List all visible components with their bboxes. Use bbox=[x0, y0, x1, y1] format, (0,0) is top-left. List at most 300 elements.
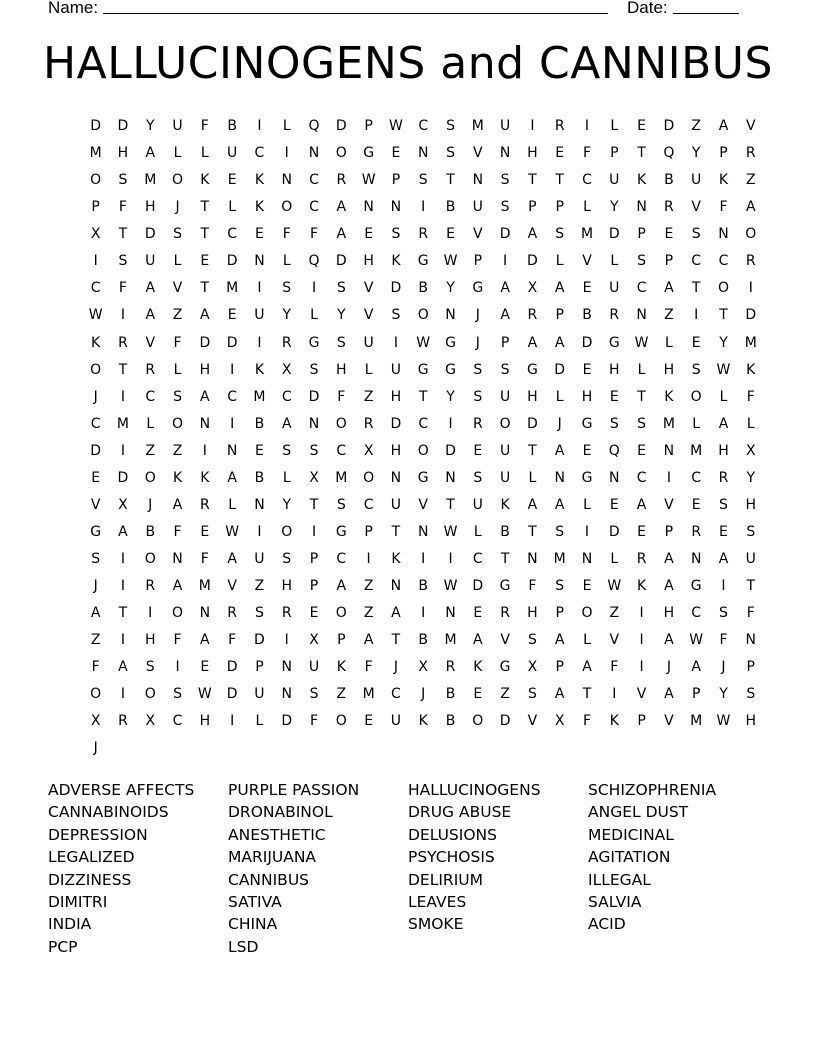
grid-letter: X bbox=[309, 632, 319, 649]
grid-letter: I bbox=[421, 605, 426, 622]
grid-letter: B bbox=[500, 523, 510, 540]
grid-letter: Y bbox=[746, 469, 756, 486]
grid-letter: O bbox=[144, 551, 156, 567]
grid-letter: N bbox=[199, 605, 211, 622]
grid-letter: C bbox=[281, 388, 292, 405]
grid-letter: J bbox=[557, 415, 562, 432]
grid-letter: N bbox=[199, 415, 211, 432]
grid-letter: B bbox=[227, 118, 237, 134]
grid-letter: V bbox=[691, 199, 701, 216]
grid-letter: G bbox=[417, 253, 429, 270]
grid-letter: F bbox=[528, 578, 537, 595]
grid-letter: M bbox=[253, 388, 266, 405]
grid-letter: I bbox=[257, 334, 262, 351]
grid-letter: H bbox=[390, 388, 402, 405]
grid-letter: B bbox=[445, 686, 456, 703]
grid-letter: O bbox=[90, 361, 102, 378]
grid-letter: O bbox=[472, 713, 484, 730]
grid-letter: L bbox=[610, 253, 619, 270]
grid-letter: E bbox=[719, 523, 728, 540]
grid-letter: S bbox=[500, 199, 510, 216]
grid-letter: T bbox=[200, 199, 210, 216]
grid-letter: I bbox=[393, 334, 398, 351]
grid-letter: I bbox=[120, 632, 126, 649]
grid-letter: I bbox=[202, 442, 207, 459]
grid-letter: N bbox=[581, 551, 593, 567]
word-list-item: MEDICINAL bbox=[588, 825, 674, 844]
grid-letter: U bbox=[390, 496, 402, 513]
grid-letter: S bbox=[446, 145, 455, 162]
grid-letter: O bbox=[172, 415, 184, 432]
grid-letter: C bbox=[691, 605, 702, 622]
grid-letter: A bbox=[745, 199, 756, 216]
grid-letter: D bbox=[745, 307, 757, 324]
grid-letter: D bbox=[527, 253, 538, 270]
grid-letter: Z bbox=[691, 118, 701, 134]
grid-letter: F bbox=[364, 659, 373, 676]
word-list-item: DEPRESSION bbox=[48, 825, 148, 844]
word-list bbox=[48, 779, 768, 958]
word-list-item: DIZZINESS bbox=[48, 870, 132, 889]
grid-letter: L bbox=[282, 118, 291, 134]
grid-letter: N bbox=[281, 686, 292, 703]
grid-letter: T bbox=[746, 578, 756, 595]
grid-letter: I bbox=[257, 523, 262, 540]
grid-letter: P bbox=[391, 172, 401, 189]
grid-letter: O bbox=[335, 713, 347, 730]
grid-letter: S bbox=[500, 361, 510, 378]
grid-letter: W bbox=[689, 632, 704, 649]
grid-letter: T bbox=[528, 442, 537, 459]
grid-letter: L bbox=[173, 361, 182, 378]
grid-letter: A bbox=[227, 551, 237, 567]
grid-letter: U bbox=[499, 118, 511, 134]
grid-letter: I bbox=[311, 523, 317, 540]
grid-letter: W bbox=[225, 523, 240, 540]
word-list-item: CANNABINOIDS bbox=[48, 803, 169, 822]
grid-letter: E bbox=[473, 442, 483, 459]
grid-letter: E bbox=[582, 578, 592, 595]
grid-letter: N bbox=[445, 307, 456, 324]
grid-letter: U bbox=[499, 469, 511, 486]
grid-letter: P bbox=[500, 334, 510, 351]
grid-letter: K bbox=[200, 172, 210, 189]
grid-letter: F bbox=[173, 523, 182, 540]
word-list-item: LEGALIZED bbox=[48, 848, 135, 867]
grid-letter: S bbox=[336, 334, 346, 351]
grid-letter: W bbox=[88, 307, 103, 324]
word-list-item: SALVIA bbox=[588, 892, 642, 911]
grid-letter: E bbox=[255, 226, 264, 243]
grid-letter: K bbox=[200, 469, 210, 486]
grid-letter: K bbox=[746, 361, 756, 378]
word-list-item: SCHIZOPHRENIA bbox=[588, 781, 717, 799]
grid-letter: D bbox=[335, 118, 347, 134]
grid-letter: X bbox=[145, 713, 156, 730]
grid-letter: R bbox=[609, 307, 620, 324]
grid-letter: G bbox=[363, 145, 375, 162]
grid-letter: A bbox=[527, 334, 538, 351]
grid-letter: L bbox=[637, 361, 646, 378]
grid-letter: S bbox=[527, 632, 537, 649]
grid-letter: N bbox=[445, 469, 456, 486]
grid-letter: S bbox=[473, 469, 483, 486]
grid-letter: R bbox=[145, 578, 156, 595]
grid-letter: P bbox=[664, 523, 674, 540]
grid-letter: L bbox=[692, 415, 701, 432]
grid-letter: L bbox=[255, 713, 264, 730]
grid-letter: U bbox=[609, 172, 620, 189]
word-list-item: DRUG ABUSE bbox=[408, 803, 512, 822]
grid-letter: T bbox=[391, 632, 401, 649]
grid-letter: I bbox=[120, 307, 126, 324]
grid-letter: D bbox=[554, 361, 566, 378]
grid-letter: I bbox=[530, 118, 535, 134]
grid-letter: U bbox=[691, 172, 702, 189]
grid-letter: K bbox=[718, 172, 729, 189]
grid-letter: S bbox=[309, 361, 319, 378]
grid-letter: P bbox=[746, 659, 755, 676]
grid-letter: L bbox=[528, 469, 537, 486]
grid-letter: U bbox=[390, 713, 402, 730]
grid-letter: D bbox=[663, 118, 675, 134]
grid-letter: P bbox=[337, 632, 346, 649]
grid-letter: D bbox=[390, 415, 402, 432]
grid-letter: H bbox=[663, 605, 675, 622]
grid-letter: L bbox=[173, 145, 182, 162]
grid-letter: T bbox=[637, 145, 646, 162]
grid-letter: C bbox=[145, 388, 156, 405]
grid-letter: M bbox=[226, 280, 239, 297]
grid-letter: X bbox=[309, 469, 319, 486]
grid-letter: K bbox=[636, 172, 647, 189]
grid-letter: A bbox=[718, 551, 729, 567]
grid-letter: X bbox=[527, 280, 538, 297]
grid-letter: V bbox=[664, 496, 674, 513]
grid-letter: A bbox=[664, 632, 674, 649]
grid-letter: I bbox=[230, 415, 235, 432]
grid-letter: T bbox=[118, 226, 128, 243]
grid-letter: N bbox=[527, 551, 538, 567]
grid-letter: C bbox=[391, 686, 401, 703]
word-list-item: SATIVA bbox=[228, 892, 282, 911]
grid-letter: D bbox=[608, 226, 620, 243]
grid-letter: E bbox=[446, 226, 455, 243]
grid-letter: V bbox=[500, 632, 510, 649]
grid-letter: D bbox=[117, 469, 129, 486]
grid-letter: S bbox=[446, 118, 455, 134]
grid-letter: X bbox=[90, 226, 101, 243]
grid-letter: F bbox=[582, 145, 592, 162]
grid-letter: U bbox=[745, 551, 756, 567]
grid-letter: U bbox=[363, 334, 374, 351]
grid-letter: I bbox=[230, 713, 235, 730]
grid-letter: E bbox=[309, 605, 319, 622]
grid-letter: G bbox=[690, 578, 702, 595]
grid-letter: D bbox=[117, 118, 129, 134]
grid-letter: P bbox=[364, 118, 373, 134]
grid-letter: V bbox=[227, 578, 237, 595]
grid-letter: N bbox=[417, 523, 429, 540]
grid-letter: M bbox=[362, 686, 375, 703]
grid-letter: V bbox=[664, 713, 674, 730]
grid-letter: A bbox=[200, 632, 210, 649]
grid-letter: R bbox=[554, 118, 565, 134]
name-label: Name: bbox=[48, 0, 99, 17]
grid-letter: A bbox=[554, 280, 565, 297]
grid-letter: R bbox=[691, 523, 702, 540]
grid-letter: A bbox=[636, 496, 647, 513]
grid-letter: A bbox=[200, 388, 210, 405]
grid-letter: P bbox=[637, 226, 646, 243]
grid-letter: Z bbox=[172, 307, 183, 324]
grid-letter: I bbox=[448, 551, 453, 567]
grid-letter: R bbox=[227, 605, 237, 622]
grid-letter: L bbox=[746, 415, 755, 432]
grid-letter: O bbox=[172, 172, 184, 189]
grid-letter: C bbox=[363, 496, 374, 513]
grid-letter: I bbox=[120, 442, 126, 459]
grid-letter: O bbox=[499, 415, 511, 432]
grid-letter: A bbox=[527, 226, 538, 243]
grid-letter: A bbox=[90, 605, 101, 622]
grid-letter: U bbox=[499, 388, 511, 405]
grid-letter: J bbox=[475, 334, 480, 351]
grid-letter: V bbox=[363, 280, 374, 297]
grid-letter: F bbox=[173, 334, 182, 351]
grid-letter: A bbox=[718, 118, 729, 134]
grid-letter: E bbox=[391, 145, 401, 162]
grid-letter: M bbox=[198, 578, 211, 595]
grid-letter: H bbox=[117, 145, 129, 162]
grid-letter: D bbox=[499, 713, 511, 730]
grid-letter: N bbox=[554, 469, 565, 486]
grid-letter: J bbox=[475, 307, 480, 324]
grid-letter: C bbox=[691, 253, 702, 270]
grid-letter: E bbox=[255, 442, 264, 459]
word-list-item: INDIA bbox=[48, 915, 92, 934]
grid-letter: P bbox=[637, 713, 646, 730]
grid-letter: H bbox=[609, 361, 620, 378]
grid-letter: F bbox=[337, 388, 346, 405]
grid-letter: Z bbox=[500, 686, 510, 703]
grid-letter: A bbox=[691, 659, 701, 676]
grid-letter: N bbox=[390, 469, 402, 486]
grid-letter: T bbox=[691, 280, 701, 297]
grid-letter: P bbox=[91, 199, 100, 216]
grid-letter: P bbox=[719, 145, 728, 162]
word-list-item: LEAVES bbox=[408, 892, 467, 911]
grid-letter: E bbox=[637, 442, 647, 459]
grid-letter: R bbox=[336, 172, 347, 189]
grid-letter: O bbox=[90, 686, 102, 703]
grid-letter: C bbox=[309, 172, 319, 189]
grid-letter: H bbox=[718, 442, 729, 459]
grid-letter: S bbox=[691, 226, 701, 243]
grid-letter: G bbox=[417, 469, 429, 486]
grid-letter: J bbox=[666, 659, 671, 676]
grid-letter: O bbox=[745, 226, 757, 243]
grid-letter: S bbox=[637, 253, 647, 270]
grid-letter: R bbox=[718, 469, 729, 486]
grid-letter: G bbox=[335, 523, 347, 540]
grid-letter: A bbox=[336, 226, 347, 243]
grid-letter: A bbox=[554, 496, 565, 513]
grid-letter: R bbox=[281, 334, 292, 351]
grid-letter: C bbox=[472, 551, 483, 567]
grid-letter: C bbox=[227, 226, 238, 243]
word-list-item: PSYCHOSIS bbox=[408, 848, 495, 867]
grid-letter: A bbox=[473, 632, 483, 649]
grid-letter: N bbox=[417, 145, 429, 162]
grid-letter: S bbox=[719, 605, 728, 622]
grid-letter: B bbox=[418, 280, 429, 297]
grid-letter: E bbox=[555, 145, 565, 162]
grid-letter: D bbox=[90, 442, 102, 459]
grid-letter: S bbox=[555, 226, 565, 243]
grid-letter: J bbox=[175, 199, 180, 216]
grid-letter: Z bbox=[609, 605, 620, 622]
grid-letter: I bbox=[421, 199, 426, 216]
grid-letter: L bbox=[228, 199, 237, 216]
grid-letter: B bbox=[418, 632, 429, 649]
grid-letter: G bbox=[499, 578, 511, 595]
grid-letter: T bbox=[719, 307, 728, 324]
date-blank-line bbox=[673, 13, 739, 14]
grid-letter: U bbox=[254, 551, 265, 567]
grid-letter: G bbox=[90, 523, 102, 540]
grid-letter: F bbox=[200, 118, 209, 134]
grid-letter: H bbox=[390, 442, 402, 459]
grid-letter: A bbox=[554, 334, 565, 351]
grid-letter: L bbox=[228, 496, 237, 513]
grid-letter: G bbox=[445, 361, 456, 378]
grid-letter: Z bbox=[90, 632, 101, 649]
grid-letter: A bbox=[145, 280, 156, 297]
grid-letter: J bbox=[93, 740, 98, 757]
grid-letter: A bbox=[172, 496, 183, 513]
grid-letter: N bbox=[363, 199, 374, 216]
grid-letter: L bbox=[555, 253, 564, 270]
grid-letter: C bbox=[636, 280, 647, 297]
grid-letter: B bbox=[582, 307, 592, 324]
grid-letter: Y bbox=[282, 307, 291, 324]
grid-letter: A bbox=[527, 496, 538, 513]
grid-letter: D bbox=[226, 334, 238, 351]
grid-letter: R bbox=[745, 253, 756, 270]
grid-letter: E bbox=[691, 334, 701, 351]
grid-letter: G bbox=[526, 361, 538, 378]
grid-letter: C bbox=[254, 145, 265, 162]
grid-letter: U bbox=[172, 118, 183, 134]
grid-letter: O bbox=[717, 280, 729, 297]
grid-letter: A bbox=[664, 686, 674, 703]
grid-letter: I bbox=[639, 605, 644, 622]
grid-letter: D bbox=[90, 118, 102, 134]
grid-letter: S bbox=[173, 388, 182, 405]
grid-letter: S bbox=[309, 442, 319, 459]
grid-letter: Y bbox=[337, 307, 346, 324]
grid-letter: A bbox=[582, 659, 592, 676]
word-list-item: ADVERSE AFFECTS bbox=[48, 781, 195, 799]
grid-letter: L bbox=[583, 199, 591, 216]
grid-letter: I bbox=[748, 280, 753, 297]
grid-letter: B bbox=[664, 172, 674, 189]
word-list-item bbox=[588, 936, 768, 958]
grid-letter: P bbox=[555, 659, 564, 676]
grid-letter: N bbox=[390, 578, 402, 595]
grid-letter: Y bbox=[446, 388, 455, 405]
grid-letter: P bbox=[364, 523, 373, 540]
word-list-item: PCP bbox=[48, 937, 78, 956]
grid-letter: H bbox=[527, 388, 538, 405]
grid-letter: Q bbox=[663, 145, 675, 162]
grid-letter: T bbox=[528, 172, 537, 189]
grid-letter: T bbox=[500, 551, 510, 567]
grid-letter: N bbox=[308, 145, 320, 162]
grid-letter: Y bbox=[719, 334, 728, 351]
grid-letter: U bbox=[227, 145, 238, 162]
grid-letter: P bbox=[473, 253, 483, 270]
grid-letter: S bbox=[418, 172, 428, 189]
grid-letter: V bbox=[172, 280, 183, 297]
grid-letter: M bbox=[335, 469, 348, 486]
grid-letter: K bbox=[636, 578, 647, 595]
grid-letter: Q bbox=[608, 442, 620, 459]
grid-letter: K bbox=[254, 199, 265, 216]
grid-letter: H bbox=[199, 361, 211, 378]
grid-letter: M bbox=[662, 415, 675, 432]
word-list-item: DRONABINOL bbox=[228, 803, 333, 822]
grid-letter: W bbox=[443, 578, 458, 595]
grid-letter: A bbox=[718, 415, 729, 432]
grid-letter: W bbox=[443, 253, 458, 270]
grid-letter: T bbox=[118, 605, 128, 622]
grid-letter: P bbox=[610, 145, 619, 162]
grid-letter: O bbox=[335, 145, 347, 162]
grid-letter: S bbox=[282, 280, 292, 297]
grid-letter: F bbox=[309, 226, 319, 243]
grid-letter: F bbox=[118, 199, 127, 216]
grid-letter: S bbox=[555, 578, 565, 595]
grid-letter: E bbox=[582, 442, 592, 459]
grid-letter: I bbox=[257, 280, 262, 297]
grid-letter: N bbox=[636, 307, 647, 324]
grid-letter: A bbox=[554, 442, 565, 459]
grid-letter: L bbox=[200, 145, 209, 162]
grid-letter: O bbox=[90, 172, 102, 189]
grid-letter: F bbox=[173, 632, 182, 649]
grid-letter: D bbox=[308, 388, 320, 405]
grid-letter: S bbox=[609, 415, 619, 432]
grid-letter: Y bbox=[691, 145, 701, 162]
grid-letter: Z bbox=[172, 442, 183, 459]
grid-letter: U bbox=[390, 361, 402, 378]
grid-letter: X bbox=[118, 496, 128, 513]
grid-letter: M bbox=[144, 172, 157, 189]
grid-letter: J bbox=[93, 388, 98, 405]
grid-letter: S bbox=[282, 551, 292, 567]
grid-letter: N bbox=[281, 172, 292, 189]
grid-letter: T bbox=[200, 280, 210, 297]
grid-letter: W bbox=[361, 172, 376, 189]
word-list-item bbox=[408, 936, 588, 958]
grid-letter: R bbox=[527, 307, 538, 324]
grid-letter: I bbox=[421, 551, 426, 567]
grid-letter: F bbox=[200, 551, 209, 567]
grid-letter: Y bbox=[145, 118, 155, 134]
grid-letter: R bbox=[363, 415, 374, 432]
